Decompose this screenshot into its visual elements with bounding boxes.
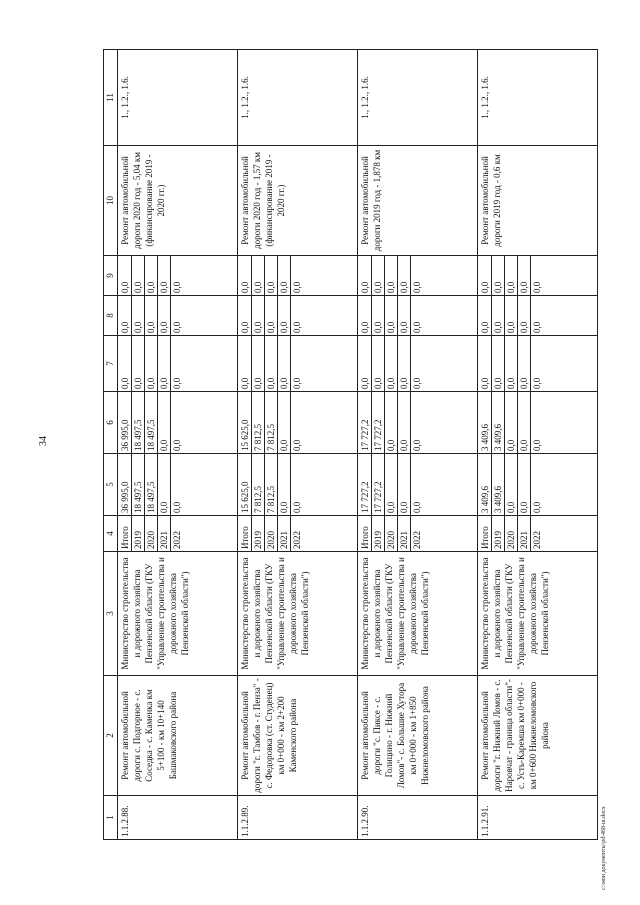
- federal-budget-value: 0,0: [132, 336, 145, 391]
- federal-budget-value: 0,0: [119, 336, 132, 391]
- local-budget-value: 0,0: [518, 296, 531, 335]
- total-funding: [118, 454, 238, 516]
- regional-budget: [358, 392, 478, 454]
- other-sources: [238, 256, 358, 296]
- local-budget-value: 0,0: [252, 296, 265, 335]
- regional-budget-value: 0,0: [172, 439, 182, 451]
- column-number: 3: [104, 552, 118, 676]
- indicator-reference: 1., 1.2., 1.6.: [358, 50, 478, 146]
- local-budget-value: 0,0: [158, 296, 171, 335]
- federal-budget-value: 0,0: [278, 336, 291, 391]
- other-sources-value: 0,0: [385, 256, 398, 295]
- other-sources: [478, 256, 598, 296]
- federal-budget-value: 0,0: [359, 336, 372, 391]
- year: [358, 516, 478, 552]
- total-funding-value: 0,0: [292, 501, 302, 513]
- local-budget-value: 0,0: [239, 296, 252, 335]
- federal-budget: [118, 336, 238, 392]
- federal-budget-value: 0,0: [239, 336, 252, 391]
- federal-budget-value: 0,0: [145, 336, 158, 391]
- table-row: [358, 50, 478, 840]
- regional-budget-value: 17 727,2: [372, 392, 385, 453]
- federal-budget-value: 0,0: [172, 377, 182, 389]
- local-budget-value: 0,0: [359, 296, 372, 335]
- indicator-reference: 1., 1.2., 1.6.: [478, 50, 598, 146]
- year-value: 2022: [292, 531, 302, 549]
- indicator-reference: 1., 1.2., 1.6.: [118, 50, 238, 146]
- total-funding-value: 3 409,6: [492, 454, 505, 515]
- local-budget-value: 0,0: [132, 296, 145, 335]
- total-funding-value: 0,0: [158, 454, 171, 515]
- regional-budget-value: 0,0: [398, 392, 411, 453]
- regional-budget-value: 17 727,2: [359, 392, 372, 453]
- local-budget-value: 0,0: [412, 321, 422, 333]
- other-sources-value: 0,0: [265, 256, 278, 295]
- other-sources-value: 0,0: [239, 256, 252, 295]
- row-number: 1.1.2.91.: [478, 796, 598, 840]
- regional-budget: [238, 392, 358, 454]
- row-number: 1.1.2.90.: [358, 796, 478, 840]
- local-budget-value: 0,0: [479, 296, 492, 335]
- expected-result: Ремонт автомобильной дороги 2020 год - 1,57 км (финансирование 2019 - 2020 гг.): [238, 146, 358, 256]
- local-budget-value: 0,0: [278, 296, 291, 335]
- regional-budget-value: 18 497,5: [145, 392, 158, 453]
- total-funding-value: 0,0: [172, 501, 182, 513]
- local-budget-value: 0,0: [398, 296, 411, 335]
- regional-budget-value: 0,0: [412, 439, 422, 451]
- other-sources-value: 0,0: [252, 256, 265, 295]
- federal-budget-value: 0,0: [158, 336, 171, 391]
- measure-name: Ремонт автомобильной дороги с. Подгорное - с. Соседка - с. Каменка км 5+100 - км 10+140 Башмаковского района: [118, 676, 238, 796]
- other-sources: [118, 256, 238, 296]
- other-sources-value: 0,0: [132, 256, 145, 295]
- regional-budget-value: 18 497,5: [132, 392, 145, 453]
- local-budget: [358, 296, 478, 336]
- expected-result: Ремонт автомобильной дороги 2020 год - 5,04 км (финансирование 2019 - 2020 гг.): [118, 146, 238, 256]
- measure-name: Ремонт автомобильной дороги "г. Тамбов - г. Пенза" - с. Федоровка (ст. Студенец) км 0+000 - км 2+200 Каменского района: [238, 676, 358, 796]
- federal-budget-value: 0,0: [505, 336, 518, 391]
- other-sources-value: 0,0: [278, 256, 291, 295]
- total-funding-value: 0,0: [278, 454, 291, 515]
- regional-budget: [478, 392, 598, 454]
- other-sources-value: 0,0: [158, 256, 171, 295]
- federal-budget-value: 0,0: [398, 336, 411, 391]
- executor-name: Министерство строительства и дорожного хозяйства Пензенской области (ГКУ "Управление строительства и дорожного хозяйства Пензенской области"): [358, 552, 478, 676]
- column-number: 2: [104, 676, 118, 796]
- local-budget-value: 0,0: [172, 321, 182, 333]
- other-sources-value: 0,0: [492, 256, 505, 295]
- local-budget-value: 0,0: [145, 296, 158, 335]
- total-funding-value: 0,0: [532, 501, 542, 513]
- year-value: 2021: [158, 516, 171, 551]
- year-value: 2022: [412, 531, 422, 549]
- total-funding-value: 15 625,0: [239, 454, 252, 515]
- local-budget: [478, 296, 598, 336]
- table-row: [478, 50, 598, 840]
- total-funding-value: 7 812,5: [252, 454, 265, 515]
- other-sources-value: 0,0: [479, 256, 492, 295]
- total-funding-value: 3 409,6: [479, 454, 492, 515]
- year-value: 2020: [265, 516, 278, 551]
- other-sources-value: 0,0: [518, 256, 531, 295]
- other-sources-value: 0,0: [372, 256, 385, 295]
- local-budget: [238, 296, 358, 336]
- other-sources-value: 0,0: [145, 256, 158, 295]
- total-funding: [358, 454, 478, 516]
- regional-budget: [118, 392, 238, 454]
- federal-budget-value: 0,0: [479, 336, 492, 391]
- other-sources: [358, 256, 478, 296]
- year-value: 2020: [505, 516, 518, 551]
- local-budget: [118, 296, 238, 336]
- year-value: 2020: [385, 516, 398, 551]
- federal-budget: [238, 336, 358, 392]
- other-sources-value: 0,0: [292, 281, 302, 293]
- column-number: 10: [104, 146, 118, 256]
- year-value: 2019: [372, 516, 385, 551]
- table-row: [118, 50, 238, 840]
- column-number-row: [104, 50, 118, 840]
- total-funding-value: 7 812,5: [265, 454, 278, 515]
- other-sources-value: 0,0: [505, 256, 518, 295]
- total-funding: [478, 454, 598, 516]
- other-sources-value: 0,0: [412, 281, 422, 293]
- executor-name: Министерство строительства и дорожного хозяйства Пензенской области (ГКУ "Управление строительства и дорожного хозяйства Пензенской области"): [238, 552, 358, 676]
- year: [238, 516, 358, 552]
- local-budget-value: 0,0: [119, 296, 132, 335]
- column-number: 7: [104, 336, 118, 392]
- total-funding-value: 18 497,5: [132, 454, 145, 515]
- total-funding: [238, 454, 358, 516]
- local-budget-value: 0,0: [385, 296, 398, 335]
- expected-result: Ремонт автомобильной дороги 2019 год - 0,6 км: [478, 146, 598, 256]
- page-number: 34: [38, 436, 49, 446]
- federal-budget-value: 0,0: [292, 377, 302, 389]
- regional-budget-value: 0,0: [518, 392, 531, 453]
- federal-budget-value: 0,0: [532, 377, 542, 389]
- year-value: Итого: [479, 516, 492, 551]
- regional-budget-value: 3 409,6: [492, 392, 505, 453]
- federal-budget-value: 0,0: [385, 336, 398, 391]
- column-number: 8: [104, 296, 118, 336]
- local-budget-value: 0,0: [265, 296, 278, 335]
- other-sources-value: 0,0: [119, 256, 132, 295]
- regional-budget-value: 0,0: [505, 392, 518, 453]
- federal-budget-value: 0,0: [265, 336, 278, 391]
- other-sources-value: 0,0: [398, 256, 411, 295]
- year-value: Итого: [239, 516, 252, 551]
- year-value: 2021: [518, 516, 531, 551]
- federal-budget-value: 0,0: [518, 336, 531, 391]
- regional-budget-value: 0,0: [532, 439, 542, 451]
- federal-budget-value: 0,0: [252, 336, 265, 391]
- total-funding-value: 36 995,0: [119, 454, 132, 515]
- federal-budget-value: 0,0: [372, 336, 385, 391]
- other-sources-value: 0,0: [532, 281, 542, 293]
- other-sources-value: 0,0: [359, 256, 372, 295]
- regional-budget-value: 0,0: [385, 392, 398, 453]
- total-funding-value: 0,0: [505, 454, 518, 515]
- indicator-reference: 1., 1.2., 1.6.: [238, 50, 358, 146]
- column-number: 9: [104, 256, 118, 296]
- federal-budget: [358, 336, 478, 392]
- column-number: 1: [104, 796, 118, 840]
- regional-budget-value: 0,0: [158, 392, 171, 453]
- file-path-footer: c:\мои документы\pd\468-ш.docx: [601, 806, 607, 890]
- total-funding-value: 17 727,2: [372, 454, 385, 515]
- column-number: 4: [104, 516, 118, 552]
- column-number: 11: [104, 50, 118, 146]
- local-budget-value: 0,0: [372, 296, 385, 335]
- federal-budget: [478, 336, 598, 392]
- year-value: 2020: [145, 516, 158, 551]
- local-budget-value: 0,0: [505, 296, 518, 335]
- measures-table: [103, 49, 598, 840]
- year-value: 2019: [492, 516, 505, 551]
- column-number: 6: [104, 392, 118, 454]
- local-budget-value: 0,0: [492, 296, 505, 335]
- year-value: 2021: [278, 516, 291, 551]
- regional-budget-value: 0,0: [292, 439, 302, 451]
- year-value: Итого: [119, 516, 132, 551]
- year-value: Итого: [359, 516, 372, 551]
- local-budget-value: 0,0: [532, 321, 542, 333]
- total-funding-value: 0,0: [398, 454, 411, 515]
- year-value: 2019: [252, 516, 265, 551]
- federal-budget-value: 0,0: [492, 336, 505, 391]
- other-sources-value: 0,0: [172, 281, 182, 293]
- regional-budget-value: 0,0: [278, 392, 291, 453]
- regional-budget-value: 36 995,0: [119, 392, 132, 453]
- program-table: [103, 50, 583, 840]
- total-funding-value: 0,0: [412, 501, 422, 513]
- year-value: 2022: [532, 531, 542, 549]
- regional-budget-value: 7 812,5: [252, 392, 265, 453]
- measure-name: Ремонт автомобильной дороги "г. Нижний Ломов - с. Наровчат - граница области"- с. Усть-Каремша км 0+000 - км 0+600 Нижнеломовского района: [478, 676, 598, 796]
- year-value: 2021: [398, 516, 411, 551]
- row-number: 1.1.2.89.: [238, 796, 358, 840]
- regional-budget-value: 7 812,5: [265, 392, 278, 453]
- year-value: 2019: [132, 516, 145, 551]
- executor-name: Министерство строительства и дорожного хозяйства Пензенской области (ГКУ "Управление строительства и дорожного хозяйства Пензенской области"): [478, 552, 598, 676]
- row-number: 1.1.2.88.: [118, 796, 238, 840]
- total-funding-value: 18 497,5: [145, 454, 158, 515]
- table-row: [238, 50, 358, 840]
- federal-budget-value: 0,0: [412, 377, 422, 389]
- year-value: 2022: [172, 531, 182, 549]
- expected-result: Ремонт автомобильной дороги 2019 год - 1,878 км: [358, 146, 478, 256]
- local-budget-value: 0,0: [292, 321, 302, 333]
- column-number: 5: [104, 454, 118, 516]
- total-funding-value: 17 727,2: [359, 454, 372, 515]
- year: [478, 516, 598, 552]
- total-funding-value: 0,0: [385, 454, 398, 515]
- regional-budget-value: 15 625,0: [239, 392, 252, 453]
- executor-name: Министерство строительства и дорожного хозяйства Пензенской области (ГКУ "Управление строительства и дорожного хозяйства Пензенской области"): [118, 552, 238, 676]
- regional-budget-value: 3 409,6: [479, 392, 492, 453]
- year: [118, 516, 238, 552]
- total-funding-value: 0,0: [518, 454, 531, 515]
- measure-name: Ремонт автомобильной дороги "с. Пиксе - с. Голицино - г. Нижний Ломов"- с. Большие Хутора км 0+000 - км 1+850 Нижнеломовского района: [358, 676, 478, 796]
